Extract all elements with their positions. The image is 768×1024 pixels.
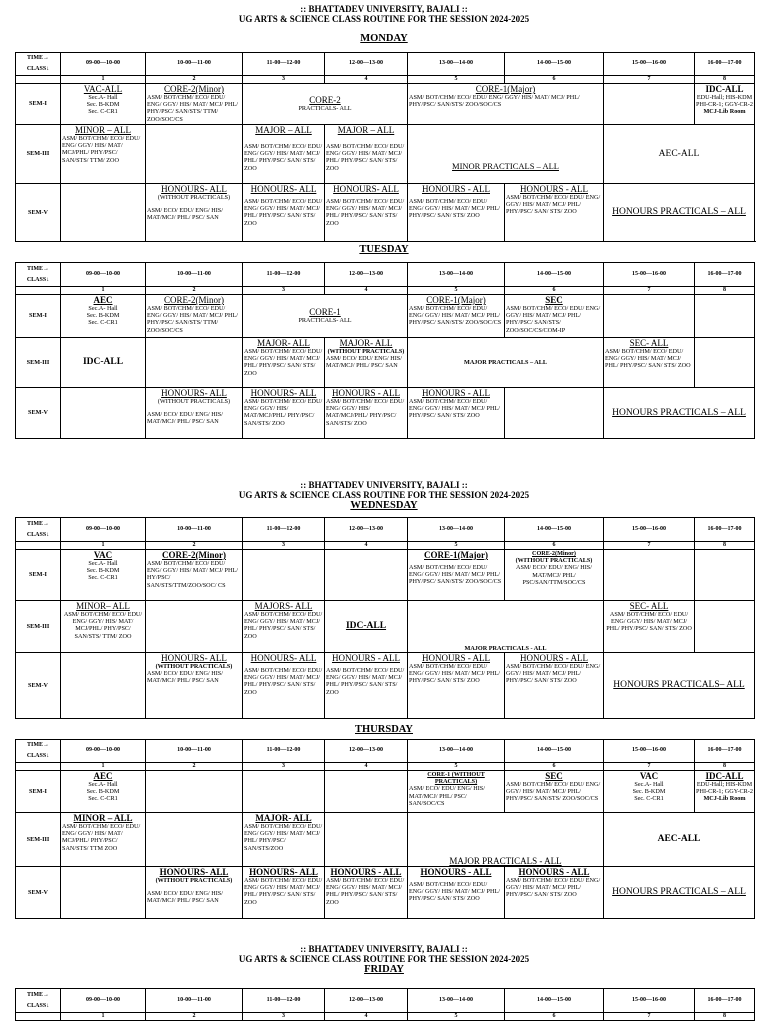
university-title: :: BHATTADEV UNIVERSITY, BAJALI :: (300, 480, 468, 490)
cell-honours: HONOURS - ALL ASM/ BOT/CHM/ ECO/ EDU/ ENG/ GGY/ HIS/ MAT/ MCJ/ PHL/ PHY/PSC/ SAN/ STS/ ZOO (408, 388, 505, 439)
period-number: 1 (61, 763, 146, 771)
cell-honours: HONOURS- ALL ASM/ BOT/CHM/ ECO/ EDU/ ENG/ GGY/ HIS/ MAT/ MCJ/ PHL/ PHY/PSC/ SAN/ STS/ ZOO (243, 653, 325, 719)
time-slot: 12-00—13-00 (325, 263, 408, 287)
period-number: 3 (243, 287, 325, 295)
time-slot: 10-00—11-00 (146, 518, 243, 542)
day-title-thursday: THURSDAY (355, 724, 413, 735)
cell-core1-major: CORE-1(Major) ASM/ BOT/CHM/ ECO/ EDU/ ENG/ GGY/ HIS/ MAT/ MCJ/ PHL/ PHY/PSC/ SAN/STS/ ZOO/SOC/CS (408, 550, 505, 601)
period-number: 7 (604, 763, 695, 771)
cell-empty (146, 771, 243, 813)
cell-honours: HONOURS- ALL ASM/ BOT/CHM/ ECO/ EDU/ ENG/ GGY/ HIS/ MAT/ MCJ/ PHL/ PHY/PSC/ SAN/ STS/ ZOO (325, 184, 408, 242)
cell-major-without: MAJOR- ALL (WITHOUT PRACTICALS) ASM/ ECO/ EDU/ ENG/ HIS/ MAT/MCJ/ PHL/ PSC/ SAN (325, 338, 408, 388)
period-number: 5 (408, 542, 505, 550)
period-number: 3 (243, 542, 325, 550)
cell-honours-practicals: HONOURS PRACTICALS – ALL (604, 184, 755, 242)
time-slot: 10-00—11-00 (146, 53, 243, 76)
cell-honours-practicals: HONOURS PRACTICALS – ALL (604, 867, 755, 919)
time-slot: 15-00—16-00 (604, 740, 695, 763)
sem-label: SEM-I (16, 550, 61, 601)
cell-empty (695, 550, 755, 601)
time-slot: 09-00—10-00 (61, 989, 146, 1013)
period-number: 7 (604, 287, 695, 295)
cell-empty (604, 550, 695, 601)
time-slot: 14-00—15-00 (505, 518, 604, 542)
routine-table-monday (15, 52, 755, 242)
time-slot: 13-00—14-00 (408, 740, 505, 763)
period-number: 5 (408, 1013, 505, 1021)
period-number: 5 (408, 287, 505, 295)
period-number: 2 (146, 763, 243, 771)
cell-empty (61, 653, 146, 719)
time-class-cell: TIME→ CLASS↓ (16, 740, 61, 763)
cell-aec: AEC-ALL (604, 813, 755, 867)
cell-honours: HONOURS- ALL (WITHOUT PRACTICALS) ASM/ ECO/ EDU/ ENG/ HIS/ MAT/MCJ/ PHL/ PSC/ SAN (146, 867, 243, 919)
time-slot: 10-00—11-00 (146, 989, 243, 1013)
time-slot: 12-00—13-00 (325, 989, 408, 1013)
time-slot: 09-00—10-00 (61, 518, 146, 542)
time-class-cell: TIME→ CLASS↓ (16, 263, 61, 287)
time-class-cell: TIME→ CLASS↓ (16, 989, 61, 1013)
cell-honours: HONOURS - ALL ASM/ BOT/CHM/ ECO/ EDU/ ENG/ GGY/ HIS/ MAT/ MCJ/ PHL/ PHY/PSC/ SAN/ STS/ ZOO (408, 867, 505, 919)
time-slot: 11-00—12-00 (243, 518, 325, 542)
time-slot: 15-00—16-00 (604, 263, 695, 287)
cell-majors: MAJORS- ALL ASM/ BOT/CHM/ ECO/ EDU/ ENG/ GGY/ HIS/ MAT/ MCJ/ PHL/ PHY/PSC/ SAN/ STS/ ZOO (243, 601, 325, 653)
routine-header-3 (0, 944, 768, 964)
time-slot: 11-00—12-00 (243, 263, 325, 287)
cell-major: MAJOR- ALL ASM/ BOT/CHM/ ECO/ EDU/ ENG/ GGY/ HIS/ MAT/ MCJ/ PHL/ PHY/PSC/ SAN/ STS/ ZOO (243, 338, 325, 388)
cell-sec3: SEC- ALL ASM/ BOT/CHM/ ECO/ EDU/ ENG/ GGY/ HIS/ MAT/ MCJ/ PHL/ PHY/PSC/ SAN/ STS/ ZOO (604, 338, 695, 388)
time-slot: 12-00—13-00 (325, 518, 408, 542)
period-number: 4 (325, 763, 408, 771)
cell-honours: HONOURS - ALL ASM/ BOT/CHM/ ECO/ EDU/ ENG/ GGY/ HIS/ MAT/ MCJ/ PHL/ PHY/PSC/ SAN/ STS/ ZOO (408, 184, 505, 242)
time-slot: 16-00—17-00 (695, 263, 755, 287)
period-number: 7 (604, 1013, 695, 1021)
time-slot: 11-00—12-00 (243, 740, 325, 763)
cell-core2-minor-wp: CORE-2(Minor) (WITHOUT PRACTICALS) ASM/ ECO/ EDU/ ENG/ HIS/ MAT/MCJ/ PHL/ PSC/SAN/TTM/SOC/CS (505, 550, 604, 601)
cell-sec3: SEC- ALL ASM/ BOT/CHM/ ECO/ EDU/ ENG/ GGY/ HIS/ MAT/ MCJ/ PHL/ PHY/PSC/ SAN/ STS/ ZOO (604, 601, 695, 653)
cell-core1-major: CORE-1(Major) ASM/ BOT/CHM/ ECO/ EDU/ ENG/ GGY/ HIS/ MAT/ MCJ/ PHL/ PHY/PSC/ SAN/STS/ ZOO/SOC/CS (408, 295, 505, 338)
cell-empty (61, 388, 146, 439)
period-number: 6 (505, 76, 604, 84)
cell-core1-without: CORE-1 (WITHOUT PRACTICALS) ASM/ ECO/ EDU/ ENG/ HIS/ MAT/MCJ/ PHL/ PSC/ SAN/SOC/CS (408, 771, 505, 813)
cell-empty (325, 550, 408, 601)
cell-honours: HONOURS- ALL ASM/ BOT/CHM/ ECO/ EDU/ ENG/ GGY/ HIS/ MAT/MCJ/PHL/ PHY/PSC/ SAN/STS/ ZOO (243, 388, 325, 439)
cell-honours: HONOURS - ALL ASM/ BOT/CHM/ ECO/ EDU/ ENG/ GGY/ HIS/ MAT/ MCJ/ PHL/ PHY/PSC/ SAN/ STS/ ZOO (505, 184, 604, 242)
period-number-blank (16, 287, 61, 295)
sem-label: SEM-I (16, 84, 61, 125)
routine-title: UG ARTS & SCIENCE CLASS ROUTINE FOR THE SESSION 2024-2025 (238, 490, 530, 500)
cell-empty (61, 867, 146, 919)
cell-major: MAJOR- ALL ASM/ BOT/CHM/ ECO/ EDU/ ENG/ GGY/ HIS/ MAT/ MCJ/ PHL/ PHY/PSC/ SAN/STS/ZOO (243, 813, 325, 867)
cell-empty (695, 338, 755, 388)
cell-minor: MINOR – ALL ASM/ BOT/CHM/ ECO/ EDU/ ENG/ GGY/ HIS/ MAT/ MCJ/PHL/ PHY/PSC/ SAN/STS/ TTM/ ZOO (61, 125, 146, 184)
routine-title: UG ARTS & SCIENCE CLASS ROUTINE FOR THE SESSION 2024-2025 (238, 954, 530, 964)
period-number-blank (16, 76, 61, 84)
time-slot: 13-00—14-00 (408, 53, 505, 76)
cell-major-practicals: MAJOR PRACTICALS - ALL (408, 601, 604, 653)
period-number: 3 (243, 763, 325, 771)
university-title: :: BHATTADEV UNIVERSITY, BAJALI :: (300, 4, 468, 14)
time-slot: 09-00—10-00 (61, 263, 146, 287)
cell-sec: SEC ASM/ BOT/CHM/ ECO/ EDU/ ENG/ GGY/ HIS/ MAT/ MCJ/ PHL/ PHY/PSC/ SAN/STS/ ZOO/SOC/CS (505, 771, 604, 813)
sem-label: SEM-III (16, 601, 61, 653)
cell-empty (325, 771, 408, 813)
cell-core2-minor: CORE-2(Minor) ASM/ BOT/CHM/ ECO/ EDU/ ENG/ GGY/ HIS/ MAT/ MCJ/ PHL/ PHY/PSC/ SAN/STS/ TTM/ ZOO/SOC/CS (146, 295, 243, 338)
period-number: 6 (505, 763, 604, 771)
cell-honours-practicals: HONOURS PRACTICALS– ALL (604, 653, 755, 719)
time-slot: 14-00—15-00 (505, 989, 604, 1013)
cell-core2: CORE-2 PRACTICALS- ALL (243, 84, 408, 125)
cell-major-practicals: MAJOR PRACTICALS - ALL (408, 813, 604, 867)
cell-empty (146, 601, 243, 653)
cell-honours: HONOURS - ALL ASM/ BOT/CHM/ ECO/ EDU/ ENG/ GGY/ HIS/ MAT/ MCJ/ PHL/ PHY/PSC/ SAN/ STS/ ZOO (325, 653, 408, 719)
period-number: 1 (61, 76, 146, 84)
cell-minor: MINOR– ALL ASM/ BOT/CHM/ ECO/ EDU/ ENG/ GGY/ HIS/ MAT/ MCJ/PHL/ PHY/PSC/ SAN/STS/ TTM/ ZOO (61, 601, 146, 653)
time-slot: 09-00—10-00 (61, 53, 146, 76)
cell-honours: HONOURS - ALL ASM/ BOT/CHM/ ECO/ EDU/ ENG/ GGY/ HIS/ MAT/ MCJ/ PHL/ PHY/PSC/ SAN/ STS/ ZOO (325, 867, 408, 919)
time-slot: 12-00—13-00 (325, 740, 408, 763)
cell-empty (61, 184, 146, 242)
cell-empty (146, 338, 243, 388)
cell-empty (604, 84, 695, 125)
period-number: 8 (695, 763, 755, 771)
cell-major: MAJOR – ALL ASM/ BOT/CHM/ ECO/ EDU/ ENG/ GGY/ HIS/ MAT/ MCJ/ PHL/ PHY/PSC/ SAN/ STS/ ZOO (243, 125, 325, 184)
day-title-monday: MONDAY (360, 33, 408, 44)
sem-label: SEM-V (16, 653, 61, 719)
time-slot: 10-00—11-00 (146, 263, 243, 287)
period-number: 3 (243, 1013, 325, 1021)
time-slot: 13-00—14-00 (408, 263, 505, 287)
period-number-blank (16, 763, 61, 771)
cell-empty (325, 813, 408, 867)
sem-label: SEM-III (16, 813, 61, 867)
cell-honours: HONOURS - ALL ASM/ BOT/CHM/ ECO/ EDU/ ENG/ GGY/ HIS/ MAT/ MCJ/ PHL/ PHY/PSC/ SAN/ STS/ ZOO (408, 653, 505, 719)
sem-label: SEM-V (16, 184, 61, 242)
time-class-cell: TIME→ CLASS↓ (16, 53, 61, 76)
period-number: 3 (243, 76, 325, 84)
cell-sec: SEC ASM/ BOT/CHM/ ECO/ EDU/ ENG/ GGY/ HIS/ MAT/ MCJ/ PHL/ PHY/PSC/ SAN/STS/ ZOO/SOC/CS/COM-IP (505, 295, 604, 338)
cell-core2-minor: CORE-2(Minor) ASM/ BOT/CHM/ ECO/ EDU/ ENG/ GGY/ HIS/ MAT/ MCJ/ PHL/ HY/PSC/ SAN/STS/TTM/ZOO/SOC/ CS (146, 550, 243, 601)
period-number: 5 (408, 76, 505, 84)
cell-idc: IDC-ALL EDU-Hall; HIS-KDM PHI-CR-1; GGY-CR-2 MCJ-Lib Room (695, 84, 755, 125)
cell-honours: HONOURS- ALL ASM/ BOT/CHM/ ECO/ EDU/ ENG/ GGY/ HIS/ MAT/ MCJ/ PHL/ PHY/PSC/ SAN/ STS/ ZOO (243, 184, 325, 242)
time-slot: 11-00—12-00 (243, 989, 325, 1013)
cell-honours: HONOURS- ALL ASM/ BOT/CHM/ ECO/ EDU/ ENG/ GGY/ HIS/ MAT/ MCJ/ PHL/ PHY/PSC/ SAN/ STS/ ZOO (243, 867, 325, 919)
cell-aec: AEC Sec.A- Hall Sec. B-KDM Sec. C-CR1 (61, 295, 146, 338)
period-number: 4 (325, 1013, 408, 1021)
cell-honours-practicals: HONOURS PRACTICALS – ALL (604, 388, 755, 439)
period-number: 8 (695, 1013, 755, 1021)
time-slot: 15-00—16-00 (604, 518, 695, 542)
cell-idc: IDC-ALL EDU-Hall; HIS-KDM PHI-CR-1; GGY-CR-2 MCJ-Lib Room (695, 771, 755, 813)
period-number: 5 (408, 763, 505, 771)
cell-empty (695, 295, 755, 338)
period-number: 1 (61, 542, 146, 550)
period-number: 8 (695, 542, 755, 550)
sem-label: SEM-III (16, 338, 61, 388)
cell-core1-major: CORE-1(Major) ASM/ BOT/CHM/ ECO/ EDU/ ENG/ GGY/ HIS/ MAT/ MCJ/ PHL/ PHY/PSC/ SAN/STS/ ZOO/SOC/CS (408, 84, 604, 125)
time-slot: 15-00—16-00 (604, 989, 695, 1013)
cell-major-practicals: MAJOR PRACTICALS – ALL (408, 338, 604, 388)
time-slot: 13-00—14-00 (408, 989, 505, 1013)
time-slot: 10-00—11-00 (146, 740, 243, 763)
period-number: 8 (695, 76, 755, 84)
period-number: 2 (146, 76, 243, 84)
period-number: 8 (695, 287, 755, 295)
period-number: 2 (146, 542, 243, 550)
day-title-friday: FRIDAY (364, 964, 404, 975)
routine-table-wednesday (15, 517, 755, 719)
cell-empty (695, 601, 755, 653)
cell-honours: HONOURS- ALL (WITHOUT PRACTICALS) ASM/ ECO/ EDU/ ENG/ HIS/ MAT/MCJ/ PHL/ PSC/ SAN (146, 653, 243, 719)
period-number: 4 (325, 76, 408, 84)
period-number: 7 (604, 542, 695, 550)
cell-empty (243, 771, 325, 813)
cell-empty (146, 125, 243, 184)
time-slot: 14-00—15-00 (505, 53, 604, 76)
time-slot: 16-00—17-00 (695, 53, 755, 76)
cell-core2-minor: CORE-2(Minor) ASM/ BOT/CHM/ ECO/ EDU/ ENG/ GGY/ HIS/ MAT/ MCJ/ PHL/ PHY/PSC/ SAN/STS/ TTM/ ZOO/SOC/CS (146, 84, 243, 125)
time-slot: 16-00—17-00 (695, 518, 755, 542)
period-number: 6 (505, 287, 604, 295)
cell-minor: MINOR – ALL ASM/ BOT/CHM/ ECO/ EDU/ ENG/ GGY/ HIS/ MAT/ MCJ/PHL/ PHY/PSC/ SAN/STS/ TTM ZOO (61, 813, 146, 867)
cell-honours: HONOURS - ALL ASM/ BOT/CHM/ ECO/ EDU/ ENG/ GGY/ HIS/ MAT/MCJ/PHL/ PHY/PSC/ SAN/STS/ ZOO (325, 388, 408, 439)
cell-honours: HONOURS- ALL (WITHOUT PRACTICALS) ASM/ ECO/ EDU/ ENG/ HIS/ MAT/MCJ/ PHL/ PSC/ SAN (146, 184, 243, 242)
routine-title: UG ARTS & SCIENCE CLASS ROUTINE FOR THE SESSION 2024-2025 (238, 14, 530, 24)
cell-major: MAJOR – ALL ASM/ BOT/CHM/ ECO/ EDU/ ENG/ GGY/ HIS/ MAT/ MCJ/ PHL/ PHY/PSC/ SAN/ STS/ ZOO (325, 125, 408, 184)
routine-table-friday (15, 988, 755, 1021)
time-slot: 09-00—10-00 (61, 740, 146, 763)
cell-aec: AEC Sec.A- Hall Sec. B-KDM Sec. C-CR1 (61, 771, 146, 813)
period-number: 6 (505, 1013, 604, 1021)
period-number: 2 (146, 287, 243, 295)
sem-label: SEM-I (16, 771, 61, 813)
cell-empty (243, 550, 325, 601)
cell-aec: AEC-ALL (604, 125, 755, 184)
university-title: :: BHATTADEV UNIVERSITY, BAJALI :: (300, 944, 468, 954)
cell-honours: HONOURS - ALL ASM/ BOT/CHM/ ECO/ EDU/ ENG/ GGY/ HIS/ MAT/ MCJ/ PHL/ PHY/PSC/ SAN/ STS/ ZOO (505, 653, 604, 719)
time-slot: 13-00—14-00 (408, 518, 505, 542)
cell-empty (146, 813, 243, 867)
routine-table-tuesday (15, 262, 755, 439)
time-slot: 14-00—15-00 (505, 740, 604, 763)
time-slot: 11-00—12-00 (243, 53, 325, 76)
cell-honours: HONOURS - ALL ASM/ BOT/CHM/ ECO/ EDU/ ENG/ GGY/ HIS/ MAT/ MCJ/ PHL/ PHY/PSC/ SAN/ STS/ ZOO (505, 867, 604, 919)
day-title-wednesday: WEDNESDAY (350, 500, 418, 511)
cell-minor-practicals: MINOR PRACTICALS – ALL (408, 125, 604, 184)
cell-vac: VAC Sec.A- Hall Sec. B-KDM Sec. C-CR1 (604, 771, 695, 813)
sem-label: SEM-V (16, 388, 61, 439)
period-number: 2 (146, 1013, 243, 1021)
period-number: 1 (61, 1013, 146, 1021)
cell-idc: IDC-ALL (61, 338, 146, 388)
period-number: 6 (505, 542, 604, 550)
period-number: 1 (61, 287, 146, 295)
period-number-blank (16, 1013, 61, 1021)
routine-header-1 (0, 4, 768, 24)
sem-label: SEM-III (16, 125, 61, 184)
period-number-blank (16, 542, 61, 550)
period-number: 4 (325, 287, 408, 295)
time-slot: 15-00—16-00 (604, 53, 695, 76)
cell-empty (505, 388, 604, 439)
cell-vac: VAC Sec.A- Hall Sec. B-KDM Sec. C-CR1 (61, 550, 146, 601)
sem-label: SEM-I (16, 295, 61, 338)
time-class-cell: TIME→ CLASS↓ (16, 518, 61, 542)
period-number: 4 (325, 542, 408, 550)
time-slot: 16-00—17-00 (695, 989, 755, 1013)
cell-idc: IDC-ALL (325, 601, 408, 653)
time-slot: 14-00—15-00 (505, 263, 604, 287)
cell-honours: HONOURS- ALL (WITHOUT PRACTICALS) ASM/ ECO/ EDU/ ENG/ HIS/ MAT/MCJ/ PHL/ PSC/ SAN (146, 388, 243, 439)
time-slot: 16-00—17-00 (695, 740, 755, 763)
sem-label: SEM-V (16, 867, 61, 919)
routine-header-2 (0, 480, 768, 500)
routine-table-thursday (15, 739, 755, 919)
period-number: 7 (604, 76, 695, 84)
time-slot: 12-00—13-00 (325, 53, 408, 76)
cell-empty (604, 295, 695, 338)
cell-vac: VAC-ALL Sec.A- Hall Sec. B-KDM Sec. C-CR1 (61, 84, 146, 125)
cell-core1: CORE-1 PRACTICALS- ALL (243, 295, 408, 338)
day-title-tuesday: TUESDAY (359, 244, 409, 255)
